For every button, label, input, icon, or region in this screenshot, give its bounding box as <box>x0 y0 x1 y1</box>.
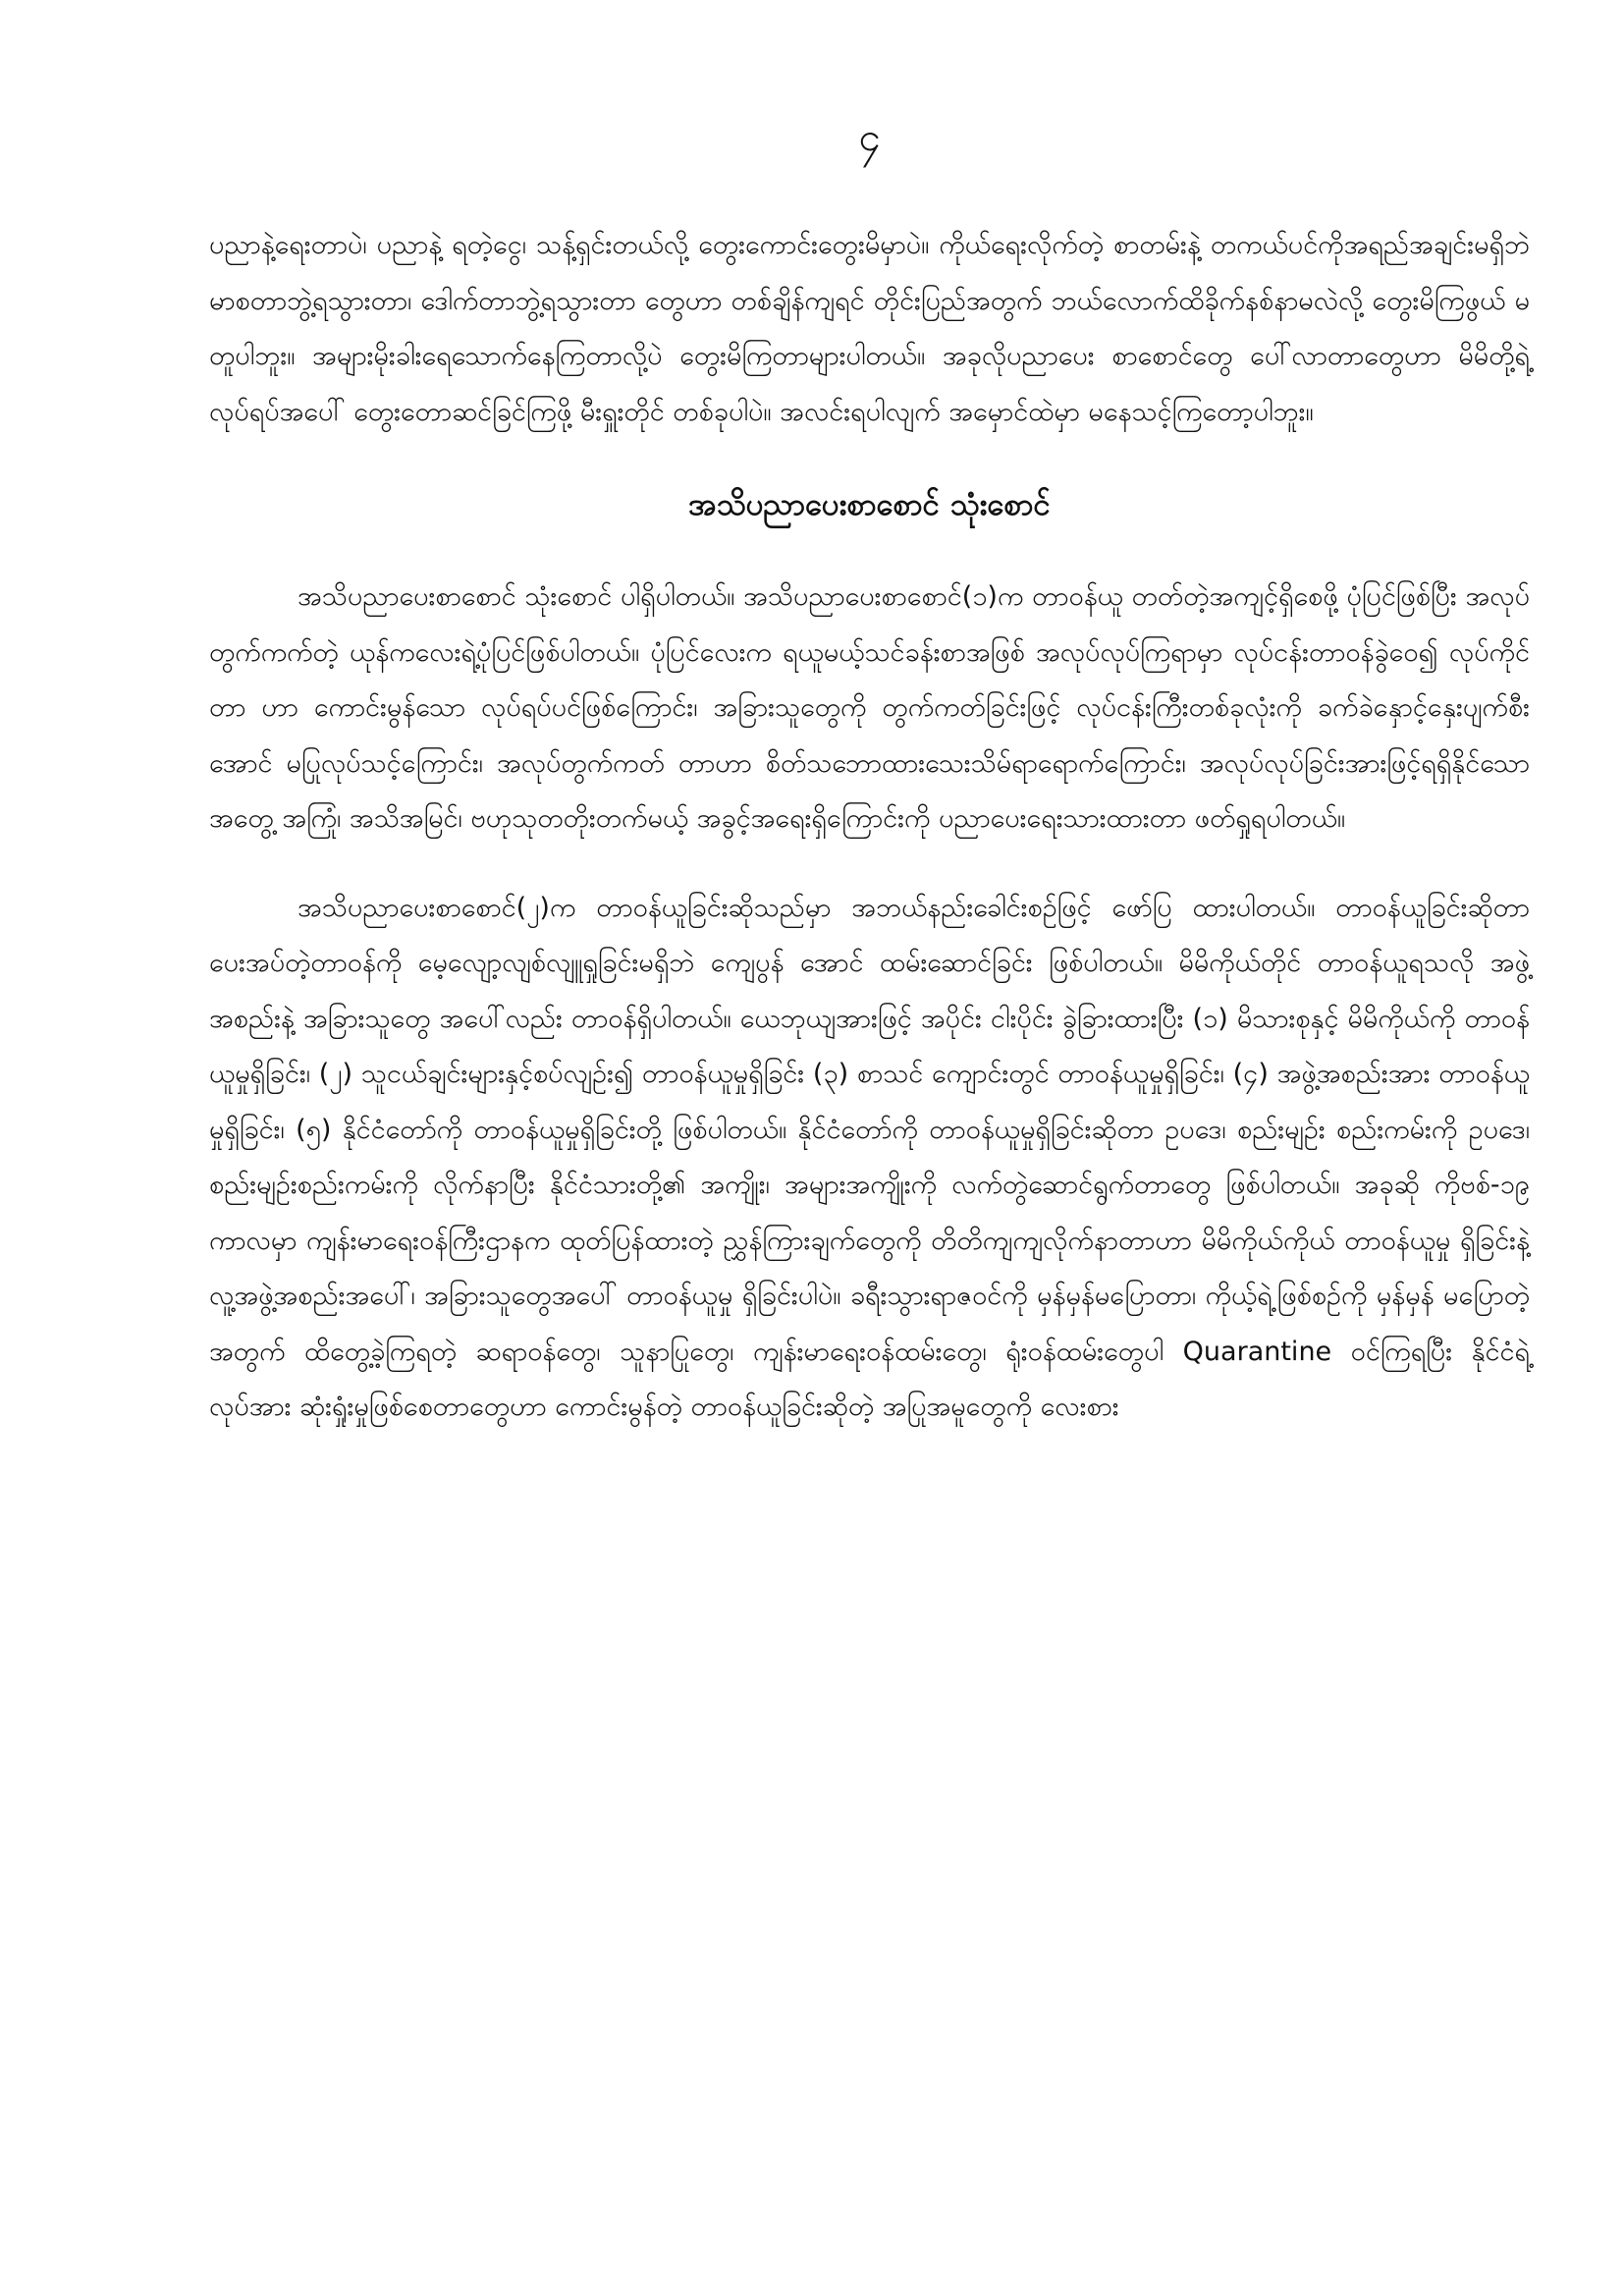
section-heading: အသိပညာပေးစာစောင် သုံးစောင် <box>688 487 1051 522</box>
paragraph-gap <box>209 847 1530 881</box>
paragraph-newsletter-2: အသိပညာပေးစာစောင်(၂)က တာဝန်ယူခြင်းဆိုသည်မှာ အဘယ်နည်းခေါင်းစဉ်ဖြင့် ဖော်ပြ ထားပါတယ်။ တာဝန်ယူခြင်းဆိုတာ ပေးအပ်တဲ့တာဝန်ကို မေ့လျော့လျစ်လျူရှုခြင်းမရှိဘဲ ကျေပွန် အောင် ထမ်းဆောင်ခြင်း ဖြစ်ပါတယ်။ မိမိကိုယ်တိုင် တာဝန်ယူရသလို အဖွဲ့အစည်းနဲ့ အခြားသူတွေ အပေါ်လည်း တာဝန်ရှိပါတယ်။ ယေဘုယျအားဖြင့် အပိုင်း ငါးပိုင်း ခွဲခြားထားပြီး (၁) မိသားစုနှင့် မိမိကိုယ်ကို တာဝန်ယူမှုရှိခြင်း၊ (၂) သူငယ်ချင်းများနှင့်စပ်လျဉ်း၍ တာဝန်ယူမှုရှိခြင်း (၃) စာသင် ကျောင်းတွင် တာဝန်ယူမှုရှိခြင်း၊ (၄) အဖွဲ့အစည်းအား တာဝန်ယူမှုရှိခြင်း၊ (၅) နိုင်ငံတော်ကို တာဝန်ယူမှုရှိခြင်းတို့ ဖြစ်ပါတယ်။ နိုင်ငံတော်ကို တာဝန်ယူမှုရှိခြင်းဆိုတာ ဥပဒေ၊ စည်းမျဉ်း စည်းကမ်းကို ဥပဒေ၊ စည်းမျဉ်းစည်းကမ်းကို လိုက်နာပြီး နိုင်ငံသားတို့၏ အကျိုး၊ အများအကျိုးကို လက်တွဲဆောင်ရွက်တာတွေ ဖြစ်ပါတယ်။ အခုဆို ကိုဗစ်-၁၉ ကာလမှာ ကျန်းမာရေးဝန်ကြီးဌာနက ထုတ်ပြန်ထားတဲ့ ညွှန်ကြားချက်တွေကို တိတိကျကျလိုက်နာတာဟာ မိမိကိုယ်ကိုယ် တာဝန်ယူမှု ရှိခြင်းနဲ့ လူ့အဖွဲ့အစည်းအပေါ်၊ အခြားသူတွေအပေါ် တာဝန်ယူမှု ရှိခြင်းပါပဲ။ ခရီးသွားရာဇဝင်ကို မှန်မှန်မပြောတာ၊ ကိုယ့်ရဲ့ဖြစ်စဉ်ကို မှန်မှန် မပြောတဲ့အတွက် ထိတွေ့ခဲ့ကြရတဲ့ ဆရာဝန်တွေ၊ သူနာပြုတွေ၊ ကျန်းမာရေးဝန်ထမ်းတွေ၊ ရုံးဝန်ထမ်းတွေပါ Quarantine ဝင်ကြရပြီး နိုင်ငံရဲ့ လုပ်အား ဆုံးရှုံးမှုဖြစ်စေတာတွေဟာ ကောင်းမွန်တဲ့ တာဝန်ယူခြင်းဆိုတဲ့ အပြုအမူတွေကို လေးစား <box>209 892 1530 1422</box>
paragraph-newsletter-1: အသိပညာပေးစာစောင် သုံးစောင် ပါရှိပါတယ်။ အသိပညာပေးစာစောင်(၁)က တာဝန်ယူ တတ်တဲ့အကျင့်ရှိစေဖို့ ပုံပြင်ဖြစ်ပြီး အလုပ်တွက်ကက်တဲ့ ယုန်ကလေးရဲ့ပုံပြင်ဖြစ်ပါတယ်။ ပုံပြင်လေးက ရယူမယ့်သင်ခန်းစာအဖြစ် အလုပ်လုပ်ကြရာမှာ လုပ်ငန်းတာဝန်ခွဲဝေ၍ လုပ်ကိုင်တာ ဟာ ကောင်းမွန်သော လုပ်ရပ်ပင်ဖြစ်ကြောင်း၊ အခြားသူတွေကို တွက်ကတ်ခြင်းဖြင့် လုပ်ငန်းကြီးတစ်ခုလုံးကို ခက်ခဲနှောင့်နှေးပျက်စီးအောင် မပြုလုပ်သင့်ကြောင်း၊ အလုပ်တွက်ကတ် တာဟာ စိတ်သဘောထားသေးသိမ်ရာရောက်ကြောင်း၊ အလုပ်လုပ်ခြင်းအားဖြင့်ရရှိနိုင်သော အတွေ့ အကြုံ၊ အသိအမြင်၊ ဗဟုသုတတိုးတက်မယ့် အခွင့်အရေးရှိကြောင်းကို ပညာပေးရေးသားထားတာ ဖတ်ရှုရပါတယ်။ <box>209 581 1530 834</box>
page-number: ၄ <box>858 115 881 160</box>
document-page <box>209 108 1530 2269</box>
paragraph-intro: ပညာနဲ့ရေးတာပဲ၊ ပညာနဲ့ ရတဲ့ငွေ၊ သန့်ရှင်းတယ်လို့ တွေးကောင်းတွေးမိမှာပဲ။ ကိုယ်ရေးလိုက်တဲ့ စာတမ်းနဲ့ တကယ်ပင်ကိုအရည်အချင်းမရှိဘဲ မာစတာဘွဲ့ရသွားတာ၊ ဒေါက်တာဘွဲ့ရသွားတာ တွေဟာ တစ်ချိန်ကျရင် တိုင်းပြည်အတွက် ဘယ်လောက်ထိခိုက်နစ်နာမလဲလို့ တွေးမိကြဖွယ် မတူပါဘူး။ အများမိုးခါးရေသောက်နေကြတာလို့ပဲ တွေးမိကြတာများပါတယ်။ အခုလိုပညာပေး စာစောင်တွေ ပေါ်လာတာတွေဟာ မိမိတို့ရဲ့ လုပ်ရပ်အပေါ် တွေးတောဆင်ခြင်ကြဖို့ မီးရှူးတိုင် တစ်ခုပါပဲ။ အလင်းရပါလျက် အမှောင်ထဲမှာ မနေသင့်ကြတော့ပါဘူး။ <box>209 230 1530 427</box>
